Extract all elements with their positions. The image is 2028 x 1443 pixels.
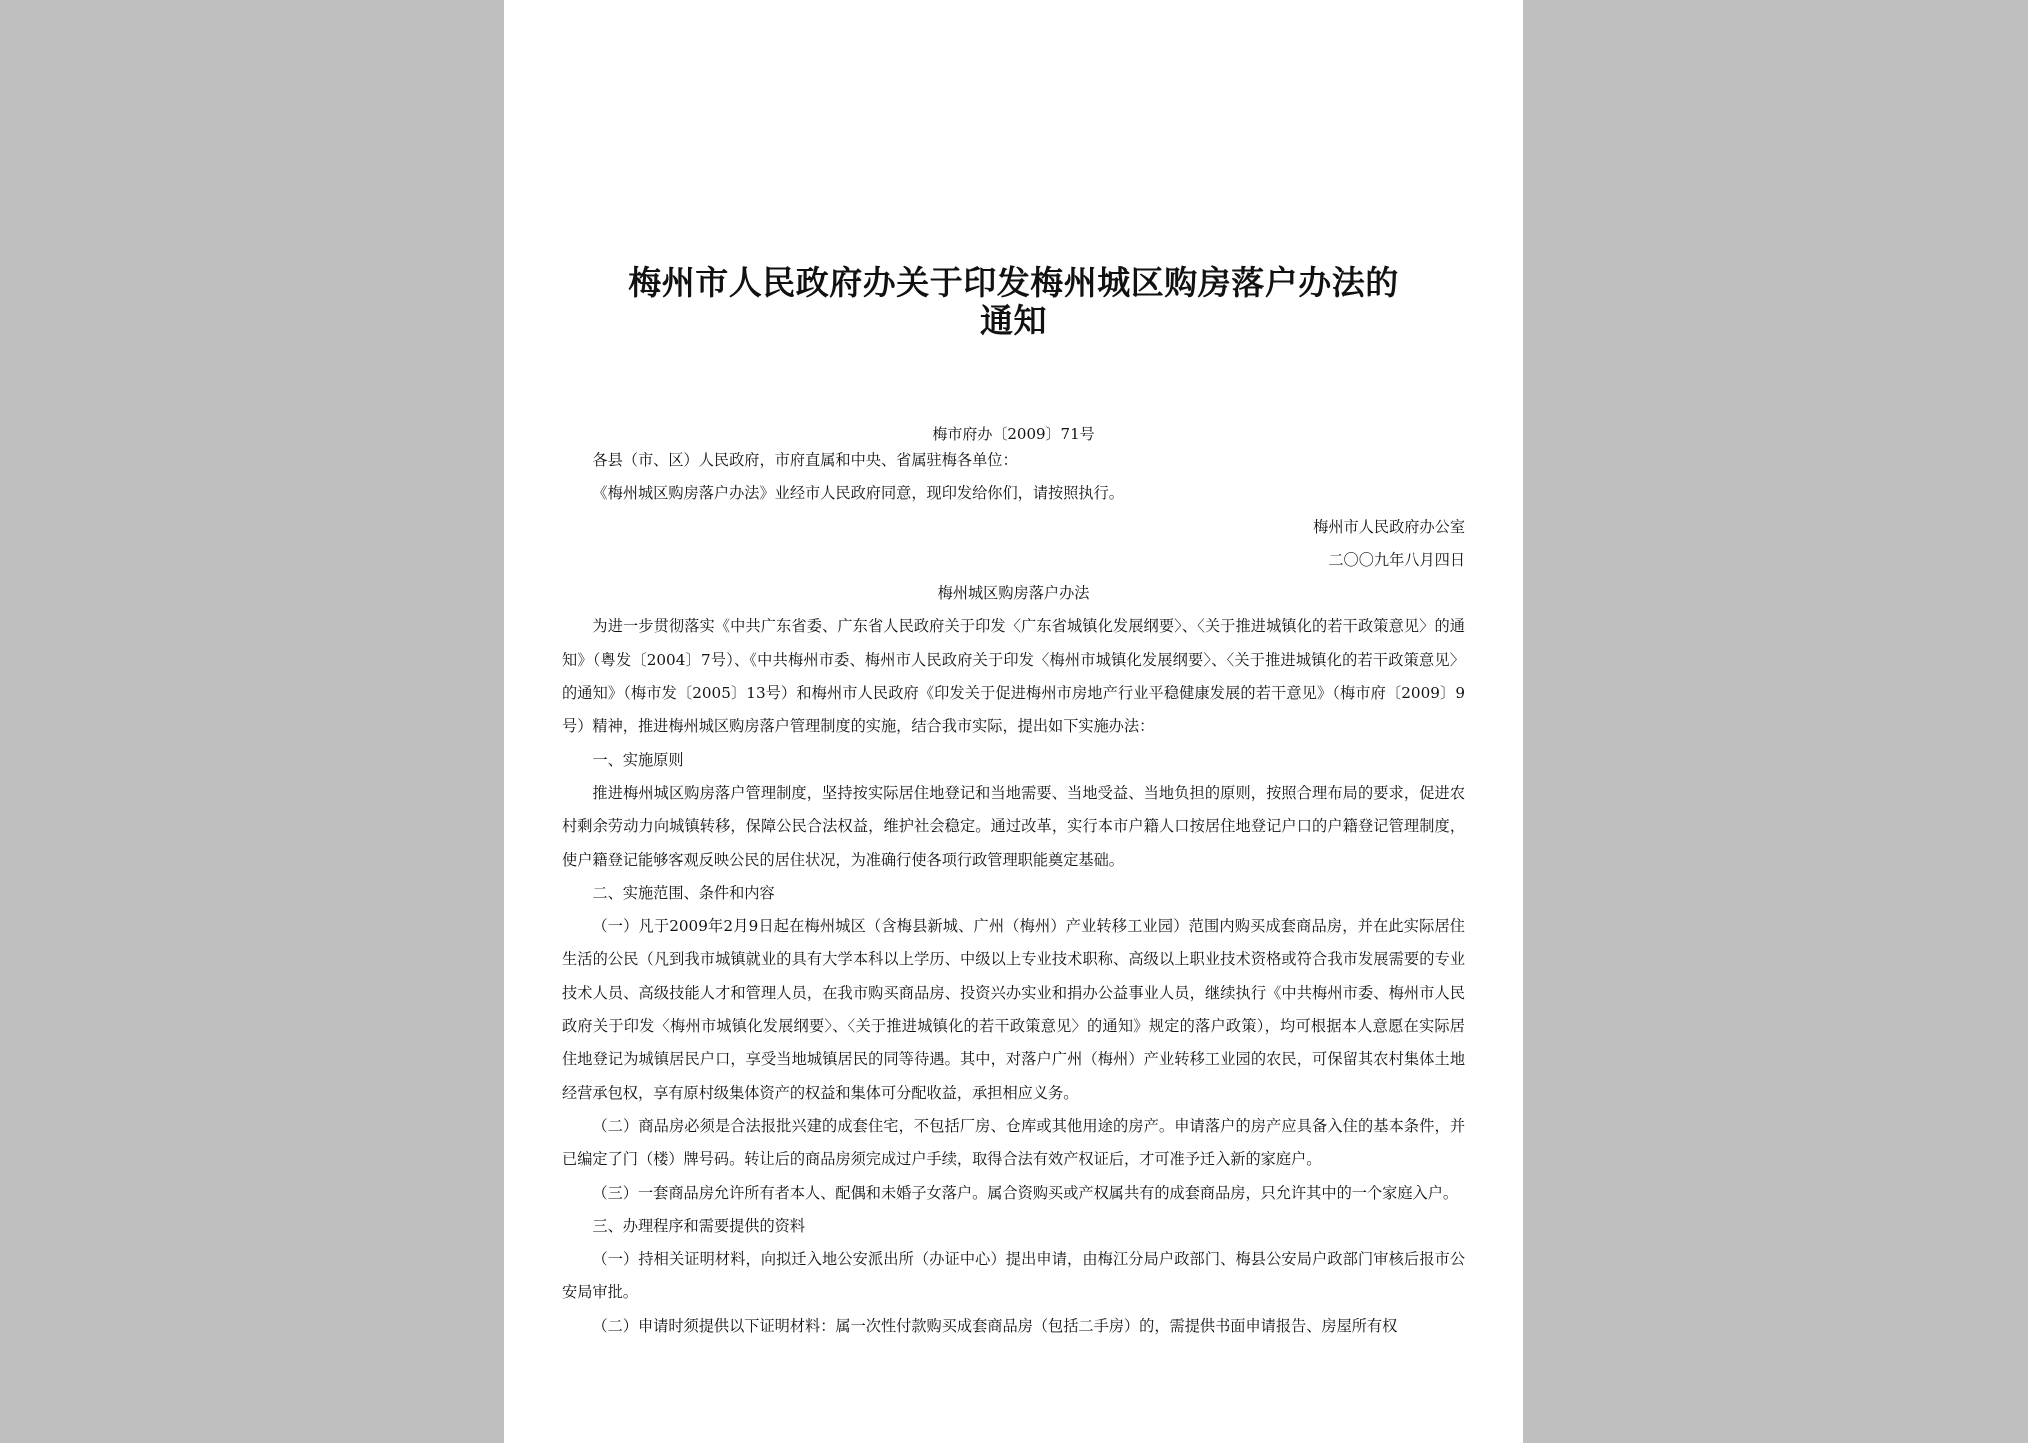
paragraph: （一）凡于2009年2月9日起在梅州城区（含梅县新城、广州（梅州）产业转移工业园）范围内购买成套商品房，并在此实际居住生活的公民（凡到我市城镇就业的具有大学本科以上学历、中级以上专业技术职称、高级以上职业技术资格或符合我市发展需要的专业技术人员、高级技能人才和管理人员，在我市购买商品房、投资兴办实业和捐办公益事业人员，继续执行《中共梅州市委、梅州市人民政府关于印发〈梅州市城镇化发展纲要〉、〈关于推进城镇化的若干政策意见〉的通知》规定的落户政策），均可根据本人意愿在实际居住地登记为城镇居民户口，享受当地城镇居民的同等待遇。其中，对落户广州（梅州）产业转移工业园的农民，可保留其农村集体土地经营承包权，享有原村级集体资产的权益和集体可分配收益，承担相应义务。 (562, 917, 1465, 1102)
paragraph: 为进一步贯彻落实《中共广东省委、广东省人民政府关于印发〈广东省城镇化发展纲要〉、〈关于推进城镇化的若干政策意见〉的通知》（粤发〔2004〕7号）、《中共梅州市委、梅州市人民政府关于印发〈梅州市城镇化发展纲要〉、〈关于推进城镇化的若干政策意见〉的通知》（梅市发〔2005〕13号）和梅州市人民政府《印发关于促进梅州市房地产行业平稳健康发展的若干意见》（梅市府〔2009〕9号）精神，推进梅州城区购房落户管理制度的实施，结合我市实际，提出如下实施办法： (562, 617, 1465, 736)
paragraph: （二）商品房必须是合法报批兴建的成套住宅，不包括厂房、仓库或其他用途的房产。申请落户的房产应具备入住的基本条件，并已编定了门（楼）牌号码。转让后的商品房须完成过户手续，取得合法有效产权证后，才可准予迁入新的家庭户。 (562, 1116, 1465, 1169)
paragraph: （三）一套商品房允许所有者本人、配偶和未婚子女落户。属合资购买或产权属共有的成套商品房，只允许其中的一个家庭入户。 (592, 1183, 1459, 1202)
document-number: 梅市府办〔2009〕71号 (932, 425, 1095, 443)
section-title: 梅州城区购房落户办法 (937, 584, 1090, 603)
title-line-2: 通知 (980, 301, 1047, 340)
paragraph: 推进梅州城区购房落户管理制度，坚持按实际居住地登记和当地需要、当地受益、当地负担的原则，按照合理布局的要求，促进农村剩余劳动力向城镇转移，保障公民合法权益，维护社会稳定。通过改革，实行本市户籍人口按居住地登记户口的户籍登记管理制度，使户籍登记能够客观反映公民的居住状况，为准确行使各项行政管理职能奠定基础。 (562, 783, 1465, 869)
document-page (504, 0, 1523, 1443)
issue-date: 二〇〇九年八月四日 (1328, 550, 1465, 569)
paragraph: （二）申请时须提供以下证明材料：属一次性付款购买成套商品房（包括二手房）的，需提供书面申请报告、房屋所有权 (592, 1316, 1398, 1335)
document-body (562, 444, 1465, 1343)
document-title (562, 264, 1465, 340)
intro-paragraph: 《梅州城区购房落户办法》业经市人民政府同意，现印发给你们，请按照执行。 (592, 484, 1124, 503)
issuer: 梅州市人民政府办公室 (1313, 517, 1465, 536)
addressee: 各县（市、区）人民政府，市府直属和中央、省属驻梅各单位： (592, 451, 1018, 469)
paragraph: （一）持相关证明材料，向拟迁入地公安派出所（办证中心）提出申请，由梅江分局户政部门、梅县公安局户政部门审核后报市公安局审批。 (562, 1250, 1465, 1302)
heading-procedure: 三、办理程序和需要提供的资料 (592, 1216, 806, 1235)
heading-scope: 二、实施范围、条件和内容 (592, 883, 775, 902)
heading-principles: 一、实施原则 (592, 750, 684, 769)
title-line-1: 梅州市人民政府办关于印发梅州城区购房落户办法的 (628, 263, 1399, 302)
